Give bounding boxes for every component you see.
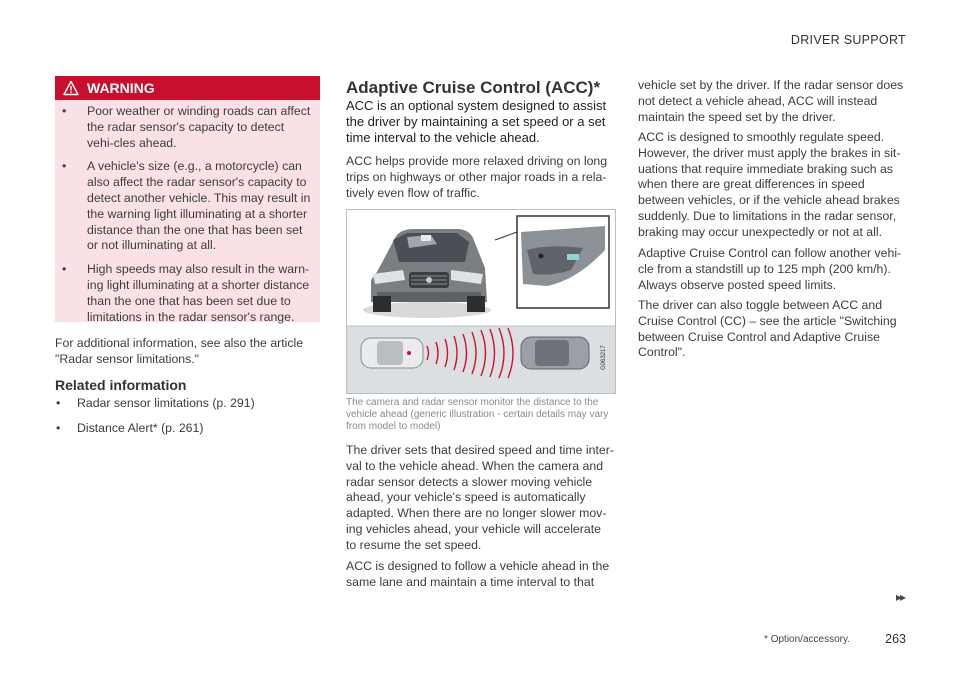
- warning-item: • High speeds may also result in the warn-ing light illuminating at a shorter distance than the one that has been set due to limitations in the radar sensor's range.: [55, 262, 313, 325]
- paragraph: The driver sets that desired speed and time inter-val to the vehicle ahead. When the camera and radar sensor detects a slower moving vehicle ahead, your vehicle's speed is automatically adapted. When there are no longer slower mov-ing vehicles ahead, your vehicle will accelerate to resume the set speed.: [346, 443, 614, 552]
- own-vehicle-top-view: [361, 338, 423, 368]
- paragraph: ACC is designed to follow a vehicle ahead in the same lane and maintain a time interval to that: [346, 559, 610, 589]
- article-title: Adaptive Cruise Control (ACC)*: [346, 78, 601, 97]
- warning-item: • A vehicle's size (e.g., a motorcycle) can also affect the radar sensor's capacity to detect another vehicle. This may result in the warning light illuminating at a shorter distance than the one that has been set or not illuminating at all.: [55, 159, 313, 254]
- related-information-heading: Related information: [55, 377, 187, 393]
- warning-item: • Poor weather or winding roads can affect the radar sensor's capacity to detect vehi-cles ahead.: [55, 104, 313, 151]
- page-number: 263: [885, 632, 906, 646]
- paragraph: ACC helps provide more relaxed driving on long trips on highways or other major roads in a rela-tively even flow of traffic.: [346, 154, 608, 200]
- acc-illustration-svg: [347, 210, 615, 393]
- article-lead: ACC is an optional system designed to assist the driver by maintaining a set speed or a set time interval to the vehicle ahead.: [346, 98, 607, 145]
- warning-title: WARNING: [87, 80, 155, 96]
- footnote: * Option/accessory.: [764, 634, 850, 645]
- paragraph: vehicle set by the driver. If the radar sensor does not detect a vehicle ahead, ACC will instead maintain the speed set by the driver.: [638, 78, 904, 124]
- warning-list: [55, 104, 313, 333]
- paragraph: The driver can also toggle between ACC and Cruise Control (CC) – see the article "Switching between Cruise Control and Adaptive Cruise Control".: [638, 298, 897, 360]
- figure-caption: The camera and radar sensor monitor the distance to the vehicle ahead (generic illustration - certain details may vary from model to model): [346, 397, 609, 432]
- paragraph: Adaptive Cruise Control can follow another vehi-cle from a standstill up to 125 mph (200 km/h). Always observe posted speed limits.: [638, 246, 902, 292]
- section-header: DRIVER SUPPORT: [790, 33, 906, 47]
- warning-triangle-icon: [63, 80, 79, 96]
- figure-code: G063217: [601, 345, 607, 370]
- related-link-distance-alert[interactable]: • Distance Alert* (p. 261): [55, 421, 317, 437]
- warning-title-bar: [55, 76, 320, 100]
- vehicle-ahead-top-view: [521, 337, 589, 369]
- additional-info-paragraph: For additional information, see also the article "Radar sensor limitations.": [55, 336, 304, 366]
- related-link-radar-sensor-limitations[interactable]: • Radar sensor limitations (p. 291): [55, 396, 317, 412]
- acc-illustration: [346, 209, 616, 394]
- next-page-arrows-icon[interactable]: ▸▸: [895, 590, 904, 604]
- paragraph: ACC is designed to smoothly regulate speed. However, the driver must apply the brakes in sit-uations that require immediate braking such as when there are great differences in speed between vehicles, or if the vehicle ahead brakes suddenly. Due to limitations in the radar sensor, braking may occur unexpectedly or not at all.: [638, 130, 901, 239]
- related-list: [55, 396, 317, 446]
